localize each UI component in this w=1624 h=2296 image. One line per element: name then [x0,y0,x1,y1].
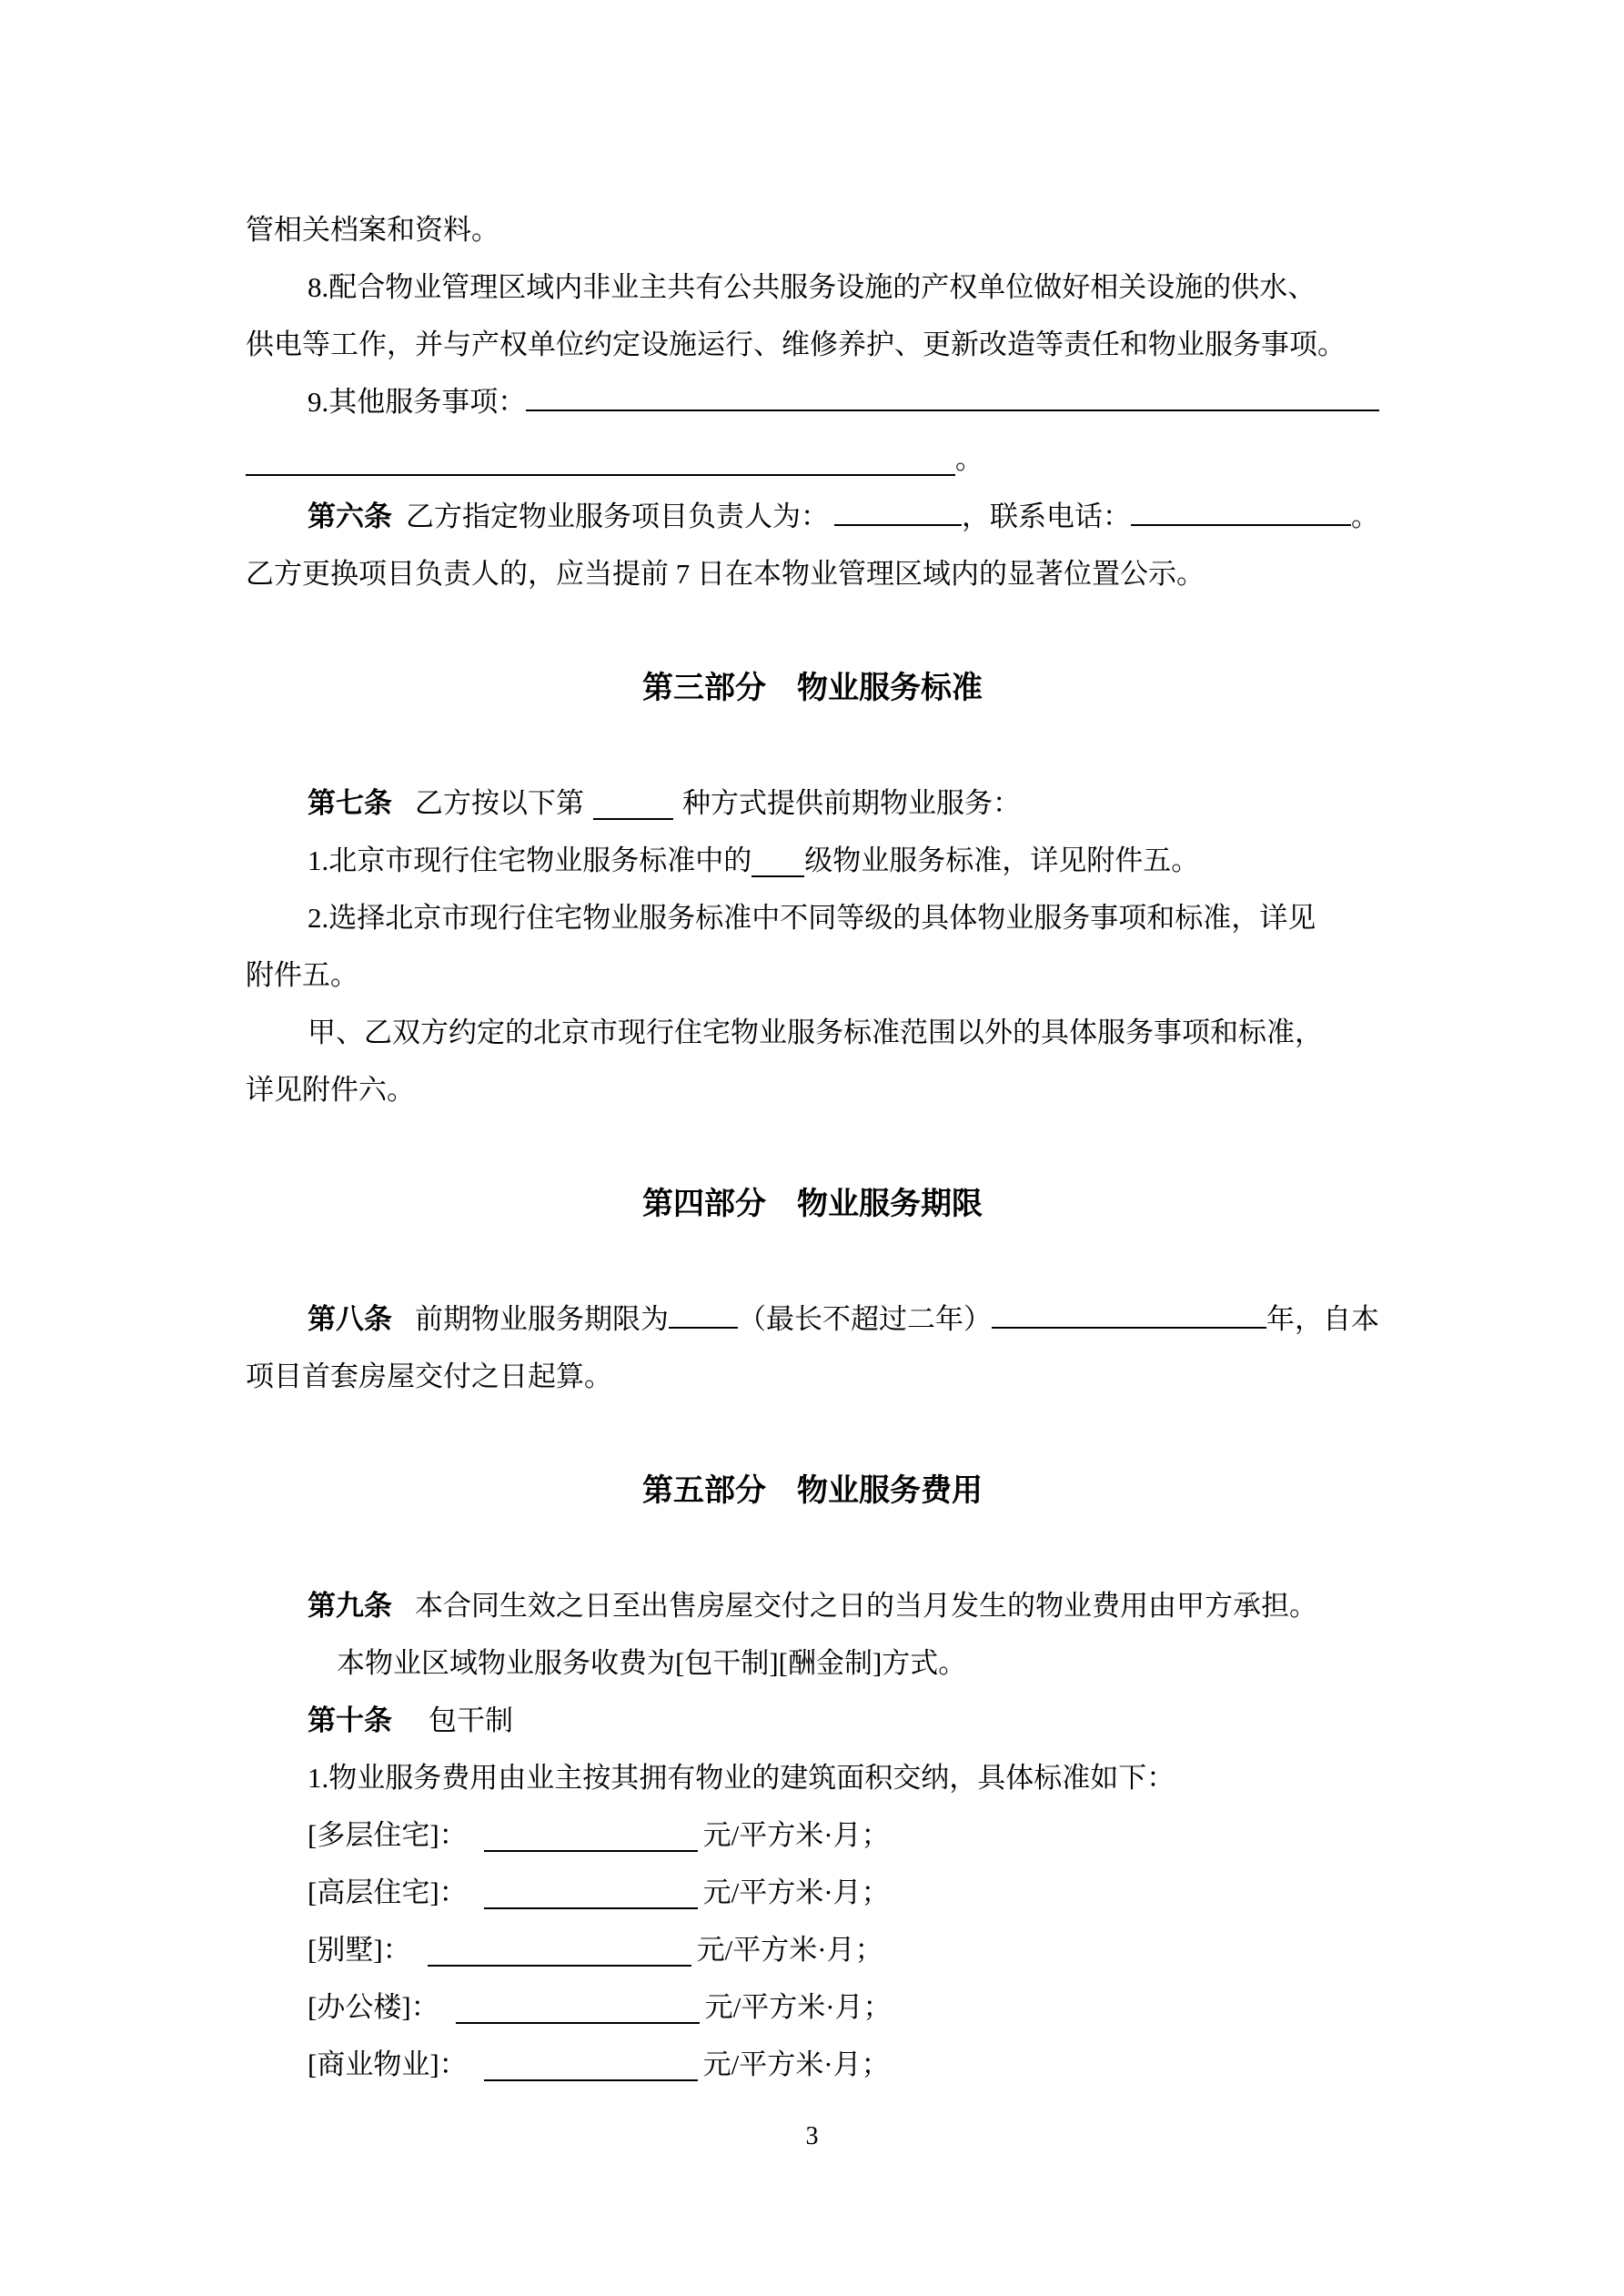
article-7-number: 第七条 [308,787,392,819]
manager-name-blank-field [834,502,962,526]
carryover-line: 管相关档案和资料。 [246,214,499,246]
fee-row-office [246,1978,1379,2036]
fee-row-highrise [246,1864,1379,1921]
part-5-heading: 第五部分 物业服务费用 [642,1473,983,1508]
article-6-lead: 乙方指定物业服务项目负责人为： [406,501,829,532]
article-10-line [246,1692,1379,1749]
fee-row-unit: 元/平方米·月； [696,1934,883,1966]
clause-8-line-1: 8.配合物业管理区域内非业主共有公共服务设施的产权单位做好相关设施的供水、 [308,271,1316,303]
option-1-line [246,832,1379,889]
clause-9-period: 。 [955,443,983,475]
article-7-line [246,774,1379,832]
clause-9-line [246,373,1379,430]
fee-row-label: [高层住宅]： [308,1876,468,1908]
fee-amount-blank-field [484,1886,698,1909]
article-10-number: 第十条 [308,1704,392,1736]
fee-amount-blank-field [484,1828,698,1852]
article-8-lead: 前期物业服务期限为 [415,1303,669,1335]
spacer [246,717,1379,774]
article-6-line-2: 乙方更换项目负责人的，应当提前 7 日在本物业管理区域内的显著位置公示。 [246,558,1205,590]
fee-row-unit: 元/平方米·月； [702,2048,890,2080]
article-8-number: 第八条 [308,1303,392,1335]
option-2-line-2: 附件五。 [246,959,358,991]
fee-item-1-line: 1.物业服务费用由业主按其拥有物业的建筑面积交纳，具体标准如下： [308,1762,1175,1794]
term-blank-field [669,1305,738,1329]
fee-row-unit: 元/平方米·月； [704,1991,892,2023]
fee-amount-blank-field [484,2058,698,2081]
fee-row-label: [别墅]： [308,1934,411,1966]
article-8-line-1 [246,1290,1379,1348]
article-9-text: 本合同生效之日至出售房屋交付之日的当月发生的物业费用由甲方承担。 [415,1590,1317,1622]
article-7-lead: 乙方按以下第 [415,787,584,819]
fee-row-unit: 元/平方米·月； [702,1876,890,1908]
option-1-tail: 级物业服务标准，详见附件五。 [804,845,1200,876]
part-3-heading: 第三部分 物业服务标准 [642,671,983,705]
article-6-number: 第六条 [308,501,392,532]
page-number: 3 [805,2122,819,2150]
option-1-lead: 1.北京市现行住宅物业服务标准中的 [308,845,752,876]
extra-standard-line-1: 甲、乙双方约定的北京市现行住宅物业服务标准范围以外的具体服务事项和标准， [308,1017,1323,1048]
fee-amount-blank-field [456,2000,700,2024]
extra-standard-line-2: 详见附件六。 [246,1074,415,1106]
article-8-line-2: 项目首套房屋交付之日起算。 [246,1360,612,1392]
clause-8-line-2: 供电等工作，并与产权单位约定设施运行、维修养护、更新改造等责任和物业服务事项。 [246,329,1346,360]
article-8-mid: （最长不超过二年） [738,1303,992,1335]
service-level-blank-field [751,854,804,877]
fee-row-villa [246,1921,1379,1978]
fee-row-unit: 元/平方米·月； [702,1819,890,1851]
article-9-number: 第九条 [308,1590,392,1622]
article-9-line [246,1577,1379,1634]
article-6-line-1 [246,488,1379,545]
spacer [246,602,1379,660]
spacer [246,1405,1379,1462]
article-6-period: 。 [1351,501,1379,532]
clause-9-continuation-line [246,430,1379,488]
spacer [246,1233,1379,1290]
fee-mode-line: 本物业区域物业服务收费为[包干制][酬金制]方式。 [337,1647,967,1679]
spacer [246,1520,1379,1577]
part-4-heading: 第四部分 物业服务期限 [642,1187,983,1221]
fee-row-multilayer [246,1806,1379,1864]
article-8-tail: 年，自本 [1266,1303,1379,1335]
clause-9-label: 9.其他服务事项： [308,386,527,418]
article-10-text: 包干制 [429,1704,513,1736]
article-6-mid: ，联系电话： [962,501,1131,532]
option-2-line-1: 2.选择北京市现行住宅物业服务标准中不同等级的具体物业服务事项和标准，详见 [308,902,1316,934]
fee-row-label: [办公楼]： [308,1991,439,2023]
clause-9-blank-field-2 [246,452,955,476]
term-years-blank-field [992,1305,1266,1329]
fee-row-label: [多层住宅]： [308,1819,468,1851]
service-mode-blank-field [593,796,673,820]
clause-9-blank-field [526,388,1379,411]
fee-amount-blank-field [428,1943,691,1967]
phone-blank-field [1131,502,1351,526]
article-7-tail: 种方式提供前期物业服务： [682,787,1021,819]
fee-row-label: [商业物业]： [308,2048,468,2080]
spacer [246,1118,1379,1176]
fee-row-commercial [246,2036,1379,2093]
page-body [246,201,1379,2093]
